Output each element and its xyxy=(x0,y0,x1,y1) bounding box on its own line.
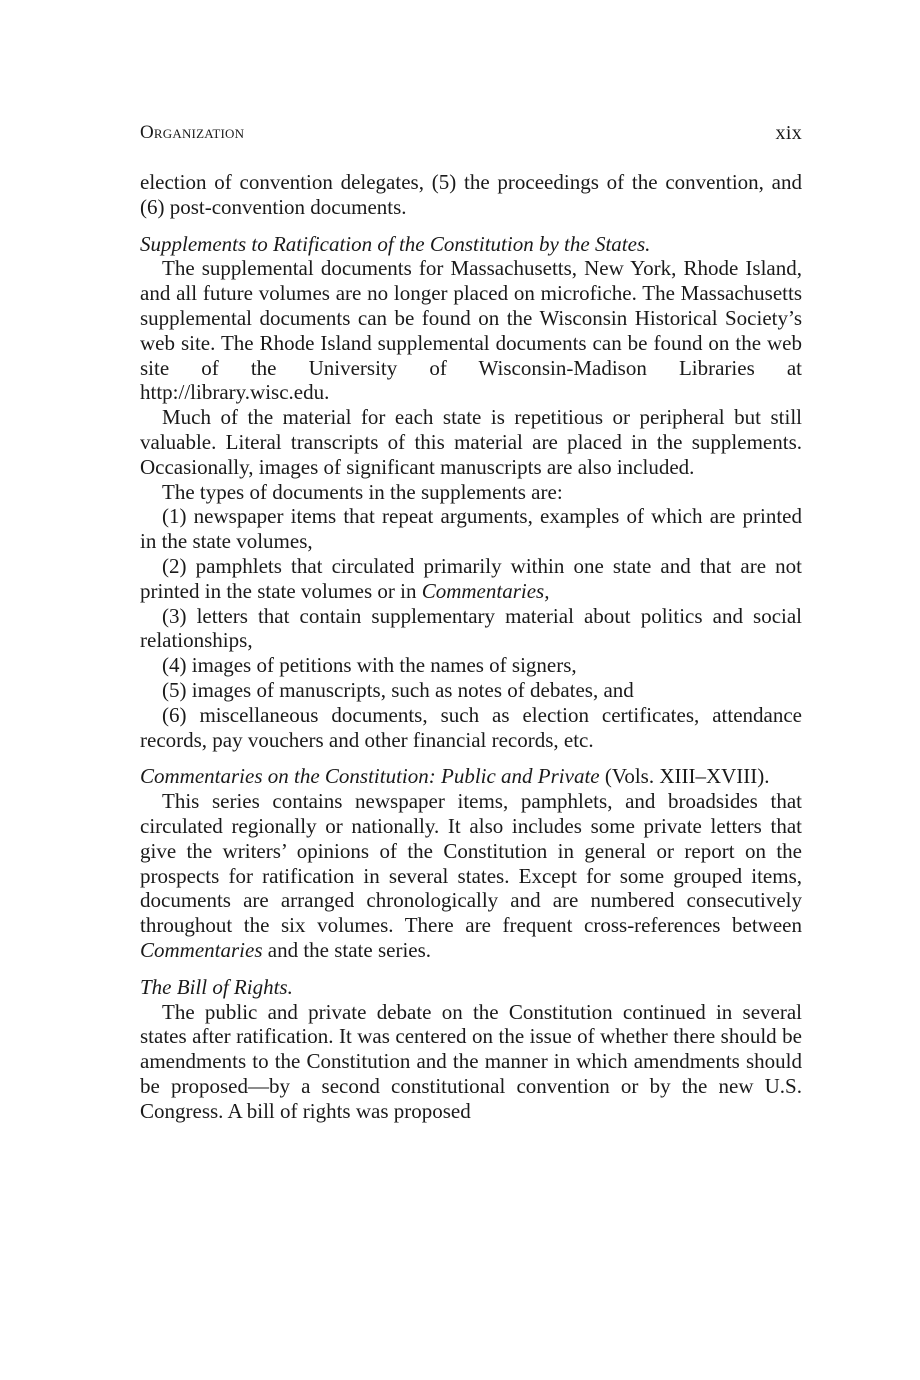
section-heading-commentaries-italic: Commentaries on the Constitution: Public and Private xyxy=(140,764,600,789)
paragraph-continuation: election of convention delegates, (5) the proceedings of the convention, and (6) post-convention documents. xyxy=(140,170,802,219)
section-heading-supplements xyxy=(140,232,802,257)
list-item-2-italic: Commentaries, xyxy=(421,578,550,603)
paragraph-commentaries-italic: Commentaries xyxy=(140,937,263,962)
section-heading-bill-of-rights-text: The Bill of Rights. xyxy=(140,974,293,999)
list-item-1: (1) newspaper items that repeat arguments, examples of which are printed in the state volumes, xyxy=(140,504,802,554)
section-heading-bill-of-rights xyxy=(140,975,802,1000)
list-item-5: (5) images of manuscripts, such as notes of debates, and xyxy=(162,677,634,702)
list-item-2-text: (2) pamphlets that circulated primarily within one state and that are not printed in the state volumes or in xyxy=(140,553,802,603)
paragraph-public-private-debate: The public and private debate on the Constitution continued in several states after ratification. It was centered on the issue of whether there should be amendments to the Constitution and the manner in which amendments should be proposed—by a second constitutional convention or by the new U.S. Congress. A bill of rights was proposed xyxy=(140,999,802,1123)
paragraph-supplemental-documents: The supplemental documents for Massachusetts, New York, Rhode Island, and all future volumes are no longer placed on microfiche. The Massachusetts supplemental documents can be found on the Wisconsin Historical Society’s web site. The Rhode Island supplemental documents can be found on the web site of the University of Wisconsin-Madison Libraries at http://library.wisc.edu. xyxy=(140,256,802,405)
paragraph-material-for-each-state: Much of the material for each state is repetitious or peripheral but still valuable. Literal transcripts of this material are placed in the supplements. Occasionally, images of significant manuscripts are also included. xyxy=(140,405,802,479)
section-heading-supplements-text: Supplements to Ratification of the Constitution by the States. xyxy=(140,231,651,256)
body-text xyxy=(140,170,802,1123)
list-item-4: (4) images of petitions with the names of signers, xyxy=(162,653,577,678)
paragraph-commentaries-text-c: and the state series. xyxy=(262,937,432,962)
running-head xyxy=(140,122,802,148)
paragraph-commentaries-series xyxy=(140,789,802,963)
document-page xyxy=(140,122,802,1123)
page-number: xix xyxy=(775,122,802,144)
section-heading-commentaries xyxy=(140,764,802,789)
list-item-3: (3) letters that contain supplementary material about politics and social relationships, xyxy=(140,603,802,653)
paragraph-types-of-documents: The types of documents in the supplements are: xyxy=(162,479,563,504)
list-item-2 xyxy=(140,554,802,604)
list-item-6: (6) miscellaneous documents, such as election certificates, attendance records, pay vouchers and other financial records, etc. xyxy=(140,702,802,752)
paragraph-commentaries-text-a: This series contains newspaper items, pamphlets, and broadsides that circulated regionally or nationally. It also includes some private letters that give the writers’ opinions of the Constitution in general or report on the prospects for ratification in several states. Except for some grouped items, documents are arranged chronologically and are numbered consecutively throughout the six volumes. There are frequent cross-references between xyxy=(140,789,802,938)
section-heading-commentaries-volumes: (Vols. XIII–XVIII). xyxy=(599,764,770,789)
running-head-section-title: Organization xyxy=(140,122,245,143)
